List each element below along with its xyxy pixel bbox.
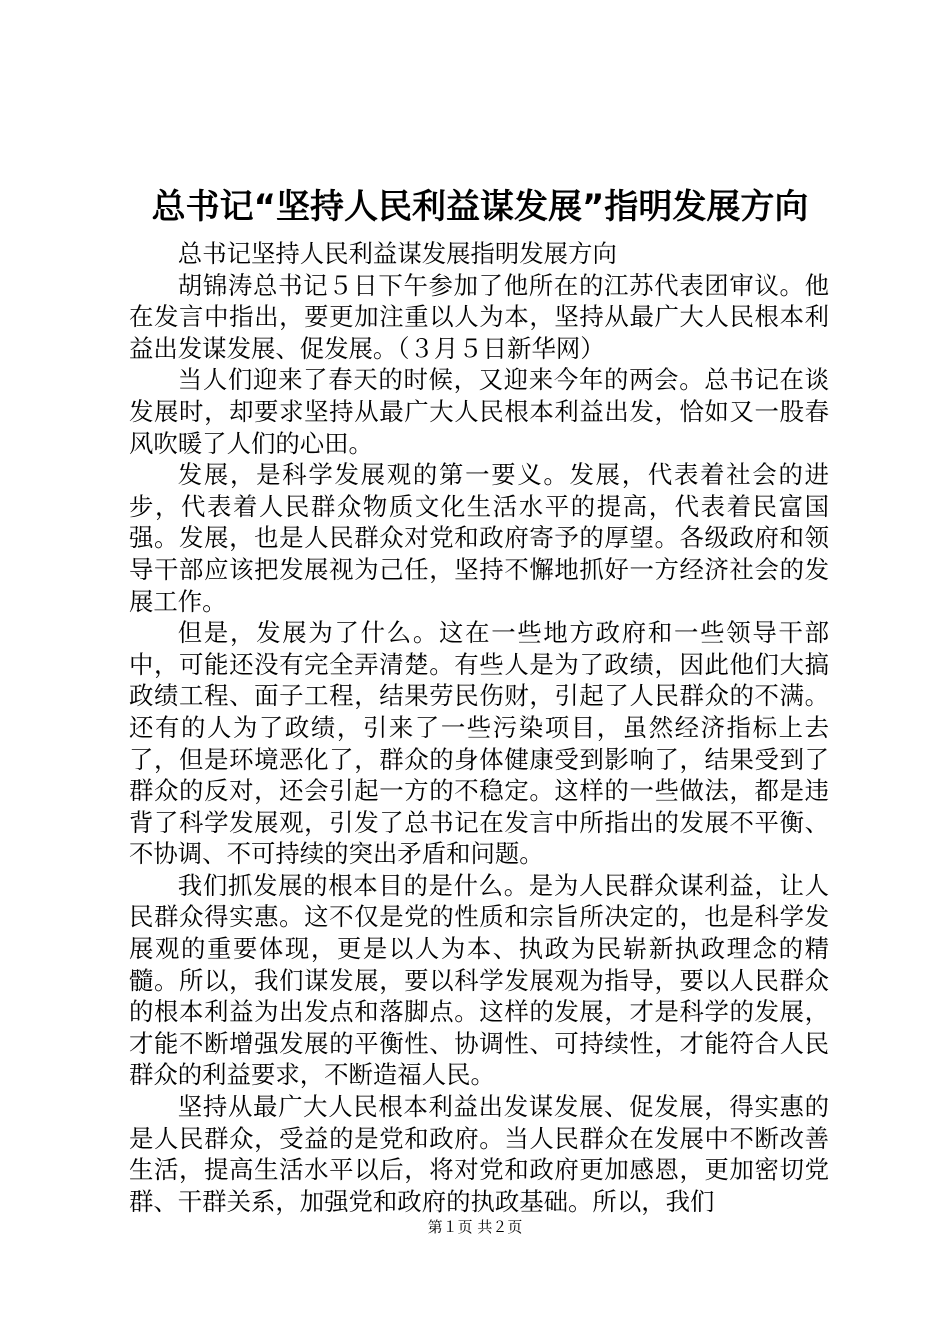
document-title: 总书记“坚持人民利益谋发展”指明发展方向 [151,187,809,227]
paragraph: 但是，发展为了什么。这在一些地方政府和一些领导干部中，可能还没有完全弄清楚。有些人是为了政绩，因此他们大搞政绩工程、面子工程，结果劳民伤财，引起了人民群众的不满。还有的人为了政绩，引来了一些污染项目，虽然经济指标上去了，但是环境恶化了，群众的身体健康受到影响了，结果受到了群众的反对，还会引起一方的不稳定。这样的一些做法，都是违背了科学发展观，引发了总书记在发言中所指出的发展不平衡、不协调、不可持续的突出矛盾和问题。 [129,618,829,869]
paragraph: 我们抓发展的根本目的是什么。是为人民群众谋利益，让人民群众得实惠。这不仅是党的性质和宗旨所决定的，也是科学发展观的重要体现，更是以人为本、执政为民崭新执政理念的精髓。所以，我们谋发展，要以科学发展观为指导，要以人民群众的根本利益为出发点和落脚点。这样的发展，才是科学的发展，才能不断增强发展的平衡性、协调性、可持续性，才能符合人民群众的利益要求，不断造福人民。 [129,870,829,1090]
document-body [129,238,829,1217]
paragraph: 坚持从最广大人民根本利益出发谋发展、促发展，得实惠的是人民群众，受益的是党和政府。当人民群众在发展中不断改善生活，提高生活水平以后，将对党和政府更加感恩，更加密切党群、干群关系，加强党和政府的执政基础。所以，我们 [129,1092,829,1216]
paragraph: 发展，是科学发展观的第一要义。发展，代表着社会的进步，代表着人民群众物质文化生活水平的提高，代表着民富国强。发展，也是人民群众对党和政府寄予的厚望。各级政府和领导干部应该把发展视为己任，坚持不懈地抓好一方经济社会的发展工作。 [129,460,829,616]
paragraph: 胡锦涛总书记５日下午参加了他所在的江苏代表团审议。他在发言中指出，要更加注重以人为本，坚持从最广大人民根本利益出发谋发展、促发展。（３月５日新华网） [129,270,829,363]
paragraph-subtitle: 总书记坚持人民利益谋发展指明发展方向 [177,239,617,268]
paragraph: 当人们迎来了春天的时候，又迎来今年的两会。总书记在谈发展时，却要求坚持从最广大人民根本利益出发，恰如又一股春风吹暖了人们的心田。 [129,365,829,458]
page-number-footer: 第１页 共２页 [427,1218,523,1236]
